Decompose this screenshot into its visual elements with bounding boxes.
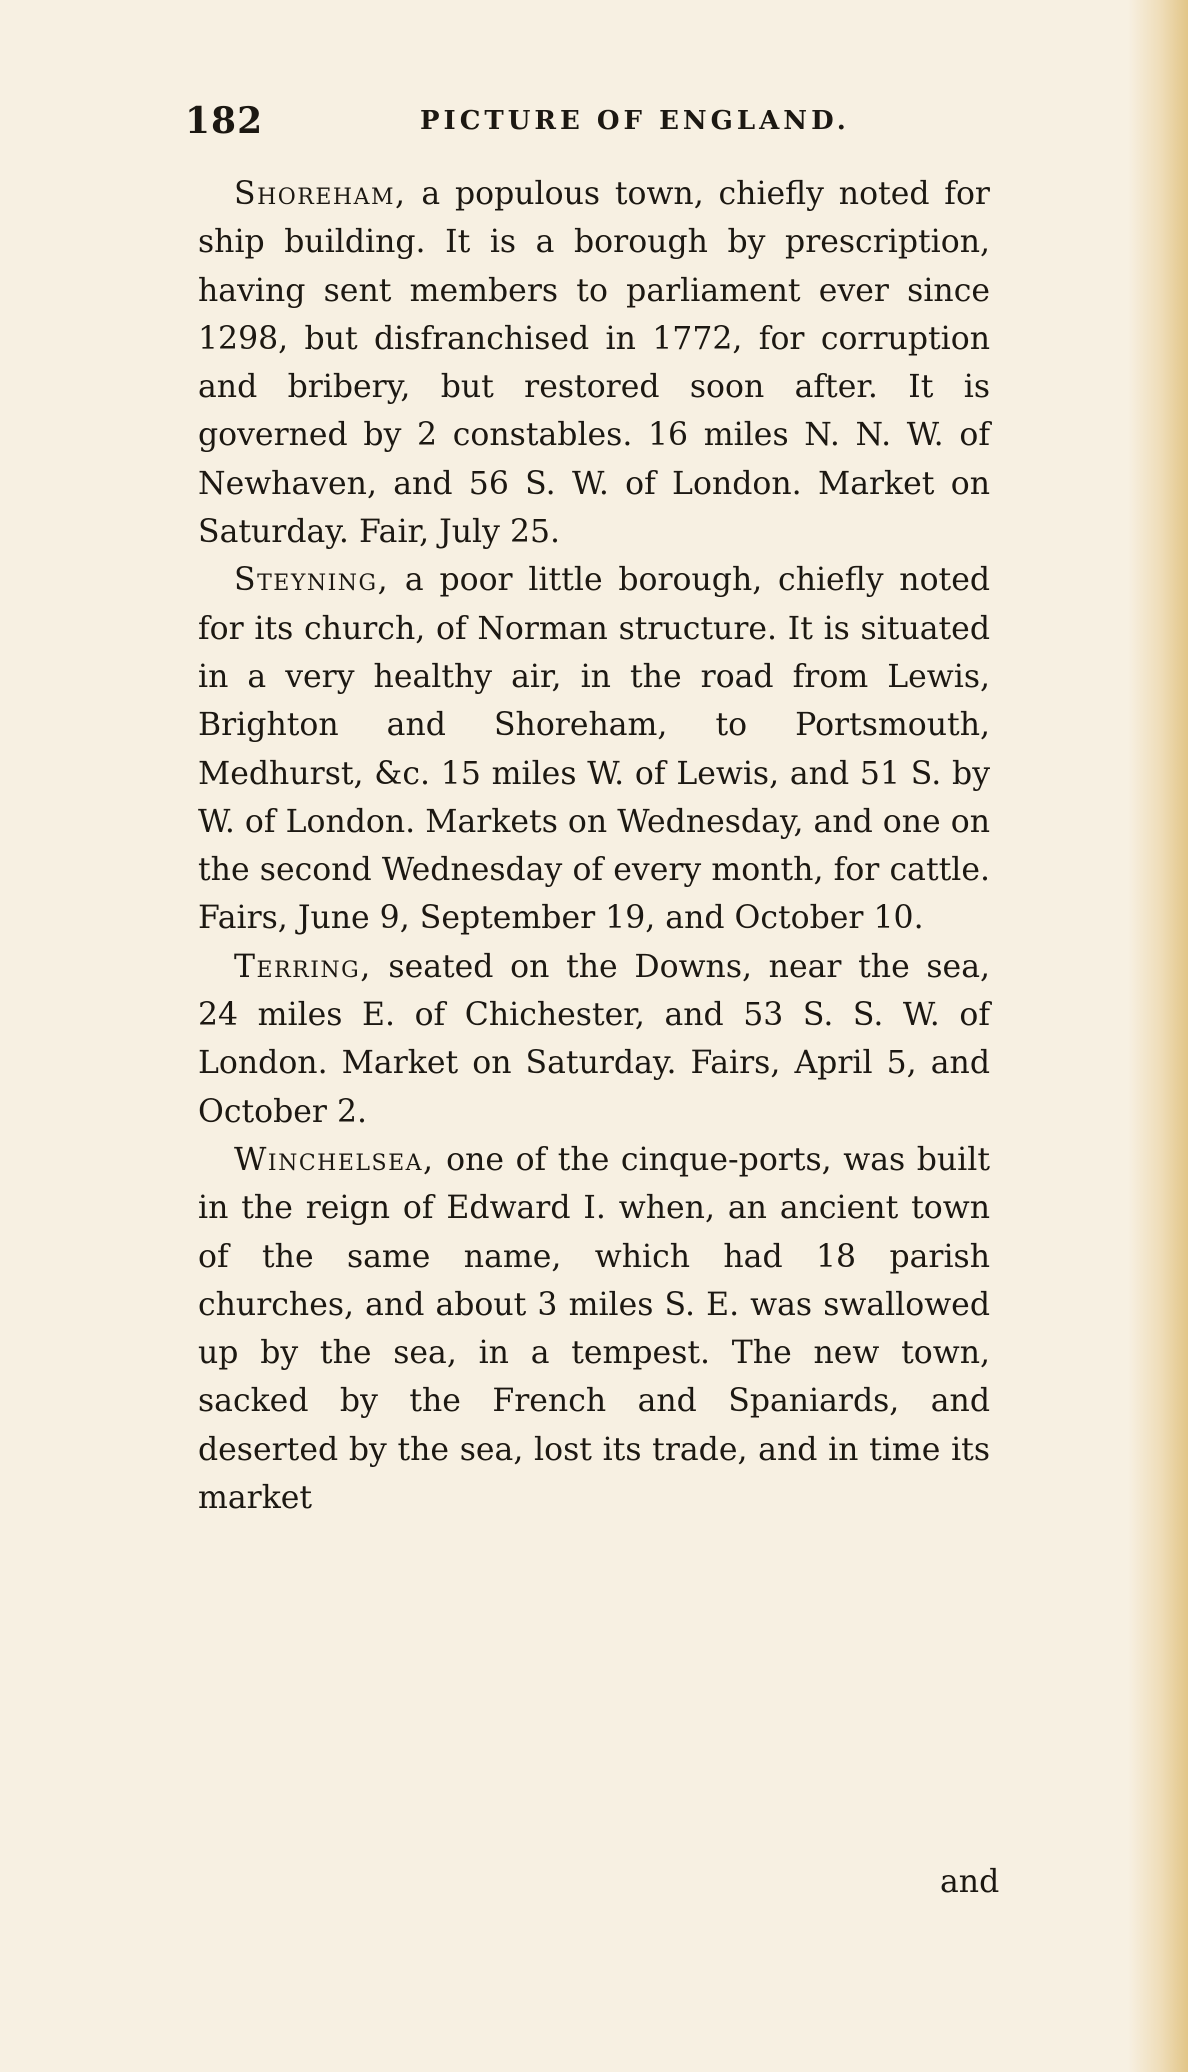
entry-text: a populous town, chiefly noted for ship building. It is a borough by prescription, having sent members to parliament ever since 1298, but disfranchised in 1772, for corruption and bribery, but restored soon after. It is governed by 2 constables. 16 miles N. N. W. of Newhaven, and 56 S. W. of London. Market on Saturday. Fair, July 25. — [198, 176, 990, 551]
running-head: PICTURE OF ENGLAND. — [420, 106, 850, 136]
entry-winchelsea — [198, 1136, 990, 1522]
page-body — [198, 170, 990, 1522]
entry-text: seated on the Downs, near the sea, 24 miles E. of Chichester, and 53 S. S. W. of London. Market on Saturday. Fairs, April 5, and October 2. — [198, 948, 990, 1130]
entry-terring — [198, 943, 990, 1136]
place-name: Winchelsea, — [234, 1141, 435, 1178]
place-name: Shoreham, — [234, 176, 407, 212]
entry-text: a poor little borough, chiefly noted for its church, of Norman structure. It is situated in a very healthy air, in the road from Lewis, Brighton and Shoreham, to Portsmouth, Medhurst, &c. 15 miles W. of Lewis, and 51 S. by W. of London. Markets on Wednesday, and one on the second Wednesday of every month, for cattle. Fairs, June 9, September 19, and October 10. — [198, 562, 990, 937]
page-number: 182 — [185, 100, 264, 142]
entry-text: one of the cinque-ports, was built in the reign of Edward I. when, an ancient town of the same name, which had 18 parish churches, and about 3 miles S. E. was swallowed up by the sea, in a tempest. The new town, sacked by the French and Spaniards, and deserted by the sea, lost its trade, and in time its market — [198, 1141, 990, 1517]
entry-shoreham — [198, 170, 990, 556]
entry-steyning — [198, 556, 990, 942]
page-edge-shading — [1128, 0, 1188, 2072]
place-name: Steyning, — [234, 562, 390, 599]
place-name: Terring, — [234, 948, 372, 985]
page-header — [185, 100, 1005, 150]
catchword: and — [940, 1864, 1000, 1900]
